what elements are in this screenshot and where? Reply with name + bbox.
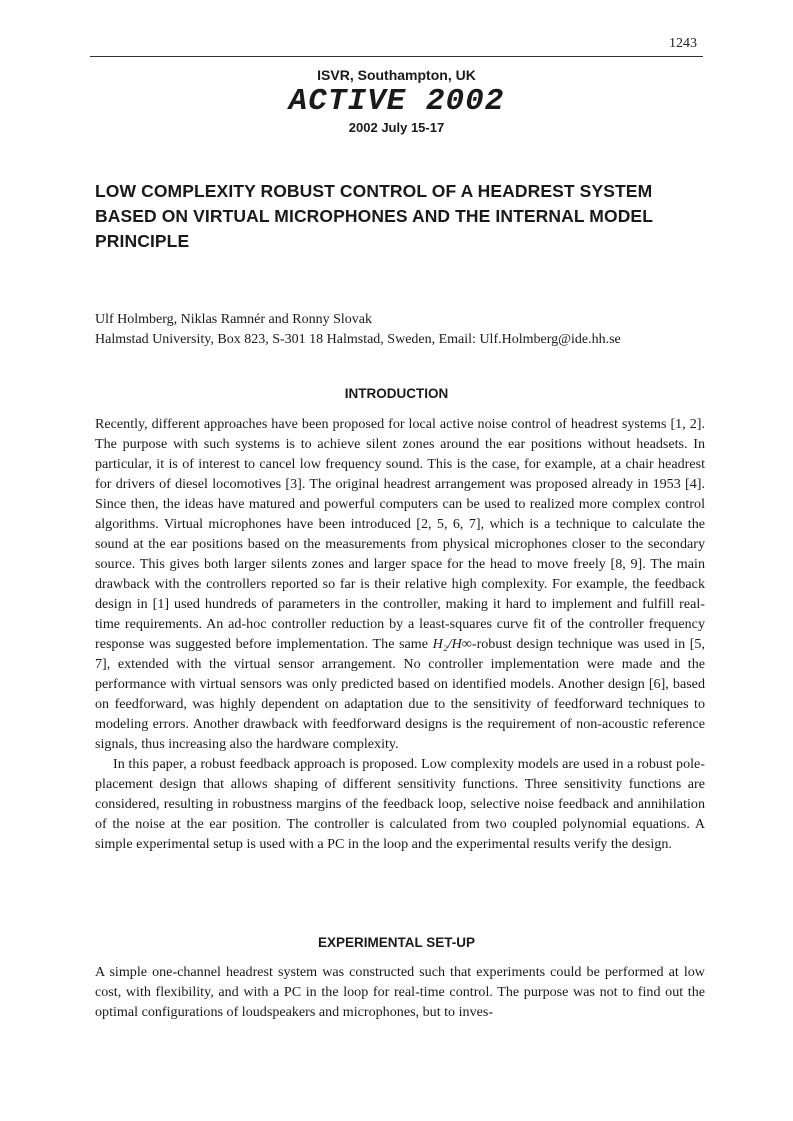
introduction-paragraph-2: In this paper, a robust feedback approach is proposed. Low complexity models are used in a robust pole-placement design that allows shaping of different sensitivity functions. Three sensitivity functions are considered, resulting in robustness margins of the feedback loop, selective noise feedback and annihilation of the noise at the ear position. The controller is calculated from two coupled polynomial equations. A simple experimental setup is used with a PC in the loop and the experimental results verify the design. bbox=[95, 756, 705, 852]
section-heading-experimental-setup: EXPERIMENTAL SET-UP bbox=[317, 935, 476, 950]
intro-p1-text-a: Recently, different approaches have been proposed for local active noise control of headrest systems [1, 2]. The purpose with such systems is to achieve silent zones around the ear positions without headsets. In particular, it is of interest to cancel low frequency sound. This is the case, for example, at a chair headrest for drivers of diesel locomotives [3]. The original headrest arrangement was proposed already in 1953 [4]. Since then, the ideas have matured and powerful computers can be used to realized more complex control algorithms. Virtual microphones have been introduced [2, 5, 6, 7], which is a technique to calculate the sound at the ear positions based on the measurements from physical microphones closer to the secondary source. This gives both larger silents zones and larger space for the head to move freely [8, 9]. The main drawback with the controllers reported so far is their relative high complexity. For example, the feedback design in [1] used hundreds of parameters in the controller, making it hard to implement and fulfill real-time requirements. An ad-hoc controller reduction by a least-squares curve fit of the controller frequency response was suggested before implementation. The same bbox=[95, 416, 705, 652]
section-heading-introduction: INTRODUCTION bbox=[344, 386, 449, 401]
math-h2-hinf: H₂/H∞ bbox=[432, 636, 472, 652]
page-number: 1243 bbox=[669, 36, 697, 51]
intro-p1-text-b: -robust design technique was used in [5, 7], extended with the virtual sensor arrangement. No controller implementation were made and the performance with virtual sensors was only predicted based on identified models. Another design [6], based on feedforward, was highly dependent on adaptation due to the sensitivity of feedforward techniques to modeling errors. Another drawback with feedforward designs is the requirement of non-acoustic reference signals, thus increasing also the hardware complexity. bbox=[95, 636, 705, 752]
conference-name: ACTIVE 2002 bbox=[288, 84, 505, 119]
paper-title: LOW COMPLEXITY ROBUST CONTROL OF A HEADREST SYSTEM BASED ON VIRTUAL MICROPHONES AND THE INTERNAL MODEL PRINCIPLE bbox=[95, 181, 653, 251]
author-block bbox=[95, 310, 705, 350]
introduction-body bbox=[95, 414, 705, 854]
header-rule bbox=[90, 56, 703, 57]
conference-header bbox=[90, 66, 703, 136]
experimental-setup-body bbox=[95, 962, 705, 1022]
conference-date: 2002 July 15-17 bbox=[348, 120, 445, 135]
affiliation: Halmstad University, Box 823, S-301 18 Halmstad, Sweden, Email: Ulf.Holmberg@ide.hh.se bbox=[95, 332, 621, 347]
introduction-paragraph-1 bbox=[95, 414, 705, 754]
authors: Ulf Holmberg, Niklas Ramnér and Ronny Slovak bbox=[95, 312, 372, 327]
experimental-setup-paragraph-1: A simple one-channel headrest system was constructed such that experiments could be performed at low cost, with flexibility, and with a PC in the loop for real-time control. The purpose was not to find out the optimal configurations of loudspeakers and microphones, but to inves- bbox=[95, 964, 705, 1020]
conference-location: ISVR, Southampton, UK bbox=[317, 67, 476, 83]
